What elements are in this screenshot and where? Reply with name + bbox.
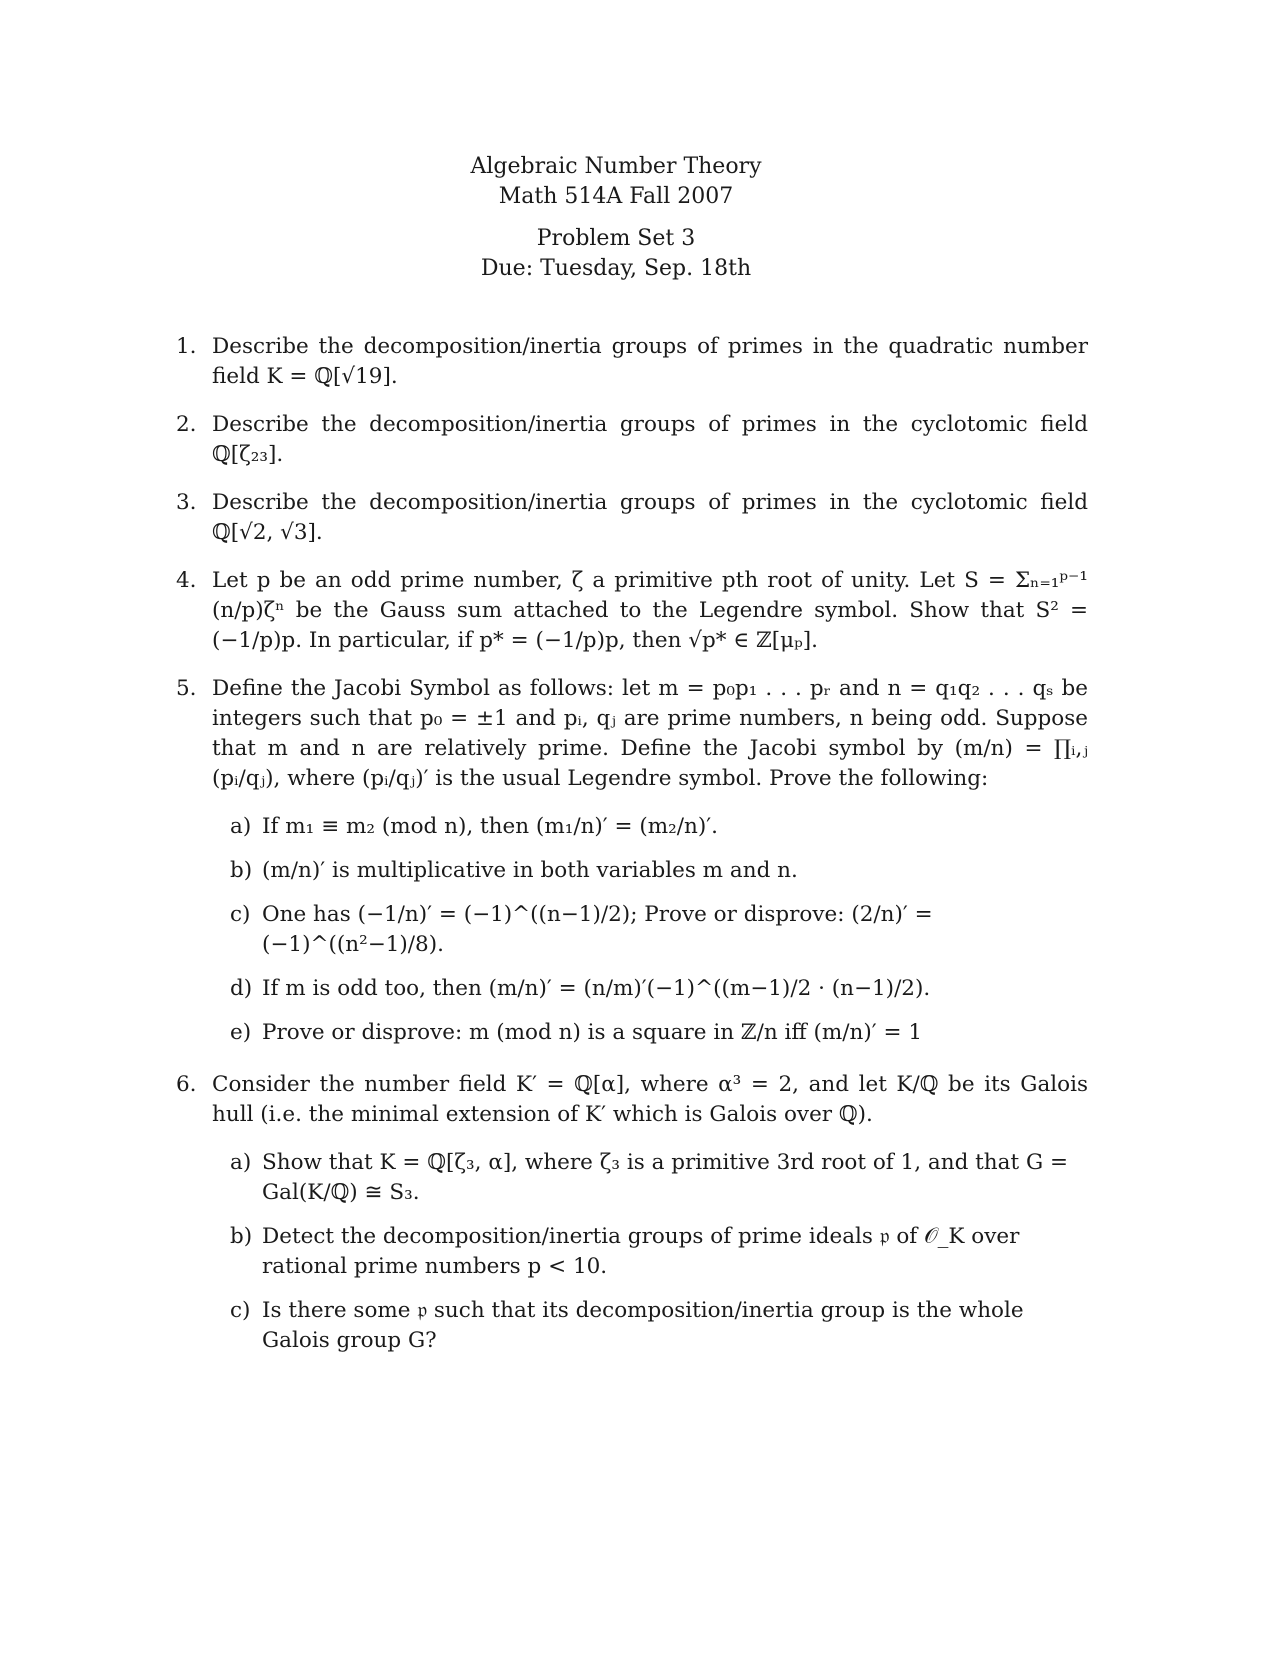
problem-4 bbox=[176, 566, 1088, 656]
problem-3 bbox=[176, 488, 1088, 548]
problem-text: Describe the decomposition/inertia groups of primes in the cyclotomic field ℚ[ζ₂₃]. bbox=[212, 412, 1088, 467]
subproblem-6c bbox=[176, 1296, 1088, 1356]
course-term: Math 514A Fall 2007 bbox=[498, 184, 734, 209]
problem-5-parts bbox=[176, 812, 1088, 1048]
subproblem-text: Prove or disprove: m (mod n) is a square in ℤ/n iff (m/n)′ = 1 bbox=[262, 1020, 923, 1045]
due-date: Due: Tuesday, Sep. 18th bbox=[480, 256, 752, 281]
problem-2 bbox=[176, 410, 1088, 470]
problem-text: Let p be an odd prime number, ζ a primitive pth root of unity. Let S = Σₙ₌₁ᵖ⁻¹ (n/p)ζⁿ be the Gauss sum attached to the Legendre symbol. Show that S² = (−1/p)p. In particular, if p* = (−1/p)p, then √p* ∈ ℤ[μₚ]. bbox=[212, 568, 1088, 653]
subproblem-5d bbox=[176, 974, 1088, 1004]
problem-number: 3. bbox=[176, 490, 197, 515]
problem-text: Describe the decomposition/inertia groups of primes in the quadratic number field K = ℚ[√19]. bbox=[212, 334, 1088, 389]
problem-number: 5. bbox=[176, 676, 197, 701]
subproblem-text: (m/n)′ is multiplicative in both variables m and n. bbox=[262, 858, 798, 883]
subproblem-5e bbox=[176, 1018, 1088, 1048]
subproblem-label: d) bbox=[230, 976, 253, 1001]
subproblem-5a bbox=[176, 812, 1088, 842]
subproblem-label: a) bbox=[230, 1150, 252, 1175]
problem-5 bbox=[176, 674, 1088, 794]
problem-text: Define the Jacobi Symbol as follows: let m = p₀p₁ . . . pᵣ and n = q₁q₂ . . . qₛ be integers such that p₀ = ±1 and pᵢ, qⱼ are prime numbers, n being odd. Suppose that m and n are relatively prime. Define the Jacobi symbol by (m/n) = ∏ᵢ,ⱼ (pᵢ/qⱼ), where (pᵢ/qⱼ)′ is the usual Legendre symbol. Prove the following: bbox=[212, 676, 1088, 791]
problem-set-title: Problem Set 3 bbox=[536, 226, 696, 251]
subproblem-6b bbox=[176, 1222, 1088, 1282]
subproblem-5c bbox=[176, 900, 1088, 960]
problem-text: Consider the number field K′ = ℚ[α], where α³ = 2, and let K/ℚ be its Galois hull (i.e. the minimal extension of K′ which is Galois over ℚ). bbox=[212, 1072, 1088, 1127]
problem-6 bbox=[176, 1070, 1088, 1130]
subproblem-text: If m is odd too, then (m/n)′ = (n/m)′(−1)^((m−1)/2 · (n−1)/2). bbox=[262, 976, 931, 1001]
subproblem-text: Show that K = ℚ[ζ₃, α], where ζ₃ is a primitive 3rd root of 1, and that G = Gal(K/ℚ) ≅ S₃. bbox=[262, 1150, 1068, 1205]
problem-1 bbox=[176, 332, 1088, 392]
subproblem-label: a) bbox=[230, 814, 252, 839]
subproblem-text: Is there some 𝔭 such that its decomposition/inertia group is the whole Galois group G? bbox=[262, 1298, 1024, 1353]
subproblem-text: Detect the decomposition/inertia groups of prime ideals 𝔭 of 𝒪_K over rational prime numbers p < 10. bbox=[262, 1224, 1020, 1279]
subproblem-text: One has (−1/n)′ = (−1)^((n−1)/2); Prove or disprove: (2/n)′ = (−1)^((n²−1)/8). bbox=[262, 902, 933, 957]
subproblem-text: If m₁ ≡ m₂ (mod n), then (m₁/n)′ = (m₂/n)′. bbox=[262, 814, 718, 839]
subproblem-5b bbox=[176, 856, 1088, 886]
course-title: Algebraic Number Theory bbox=[470, 154, 762, 179]
problem-number: 1. bbox=[176, 334, 197, 359]
problem-number: 6. bbox=[176, 1072, 197, 1097]
problem-6-parts bbox=[176, 1148, 1088, 1356]
subproblem-label: b) bbox=[230, 858, 253, 883]
subproblem-6a bbox=[176, 1148, 1088, 1208]
header bbox=[0, 152, 1232, 284]
subproblem-label: c) bbox=[230, 902, 251, 927]
problem-list bbox=[176, 332, 1088, 1366]
problem-text: Describe the decomposition/inertia groups of primes in the cyclotomic field ℚ[√2, √3]. bbox=[212, 490, 1088, 545]
problem-number: 2. bbox=[176, 412, 197, 437]
subproblem-label: c) bbox=[230, 1298, 251, 1323]
problem-number: 4. bbox=[176, 568, 197, 593]
subproblem-label: e) bbox=[230, 1020, 252, 1045]
subproblem-label: b) bbox=[230, 1224, 253, 1249]
